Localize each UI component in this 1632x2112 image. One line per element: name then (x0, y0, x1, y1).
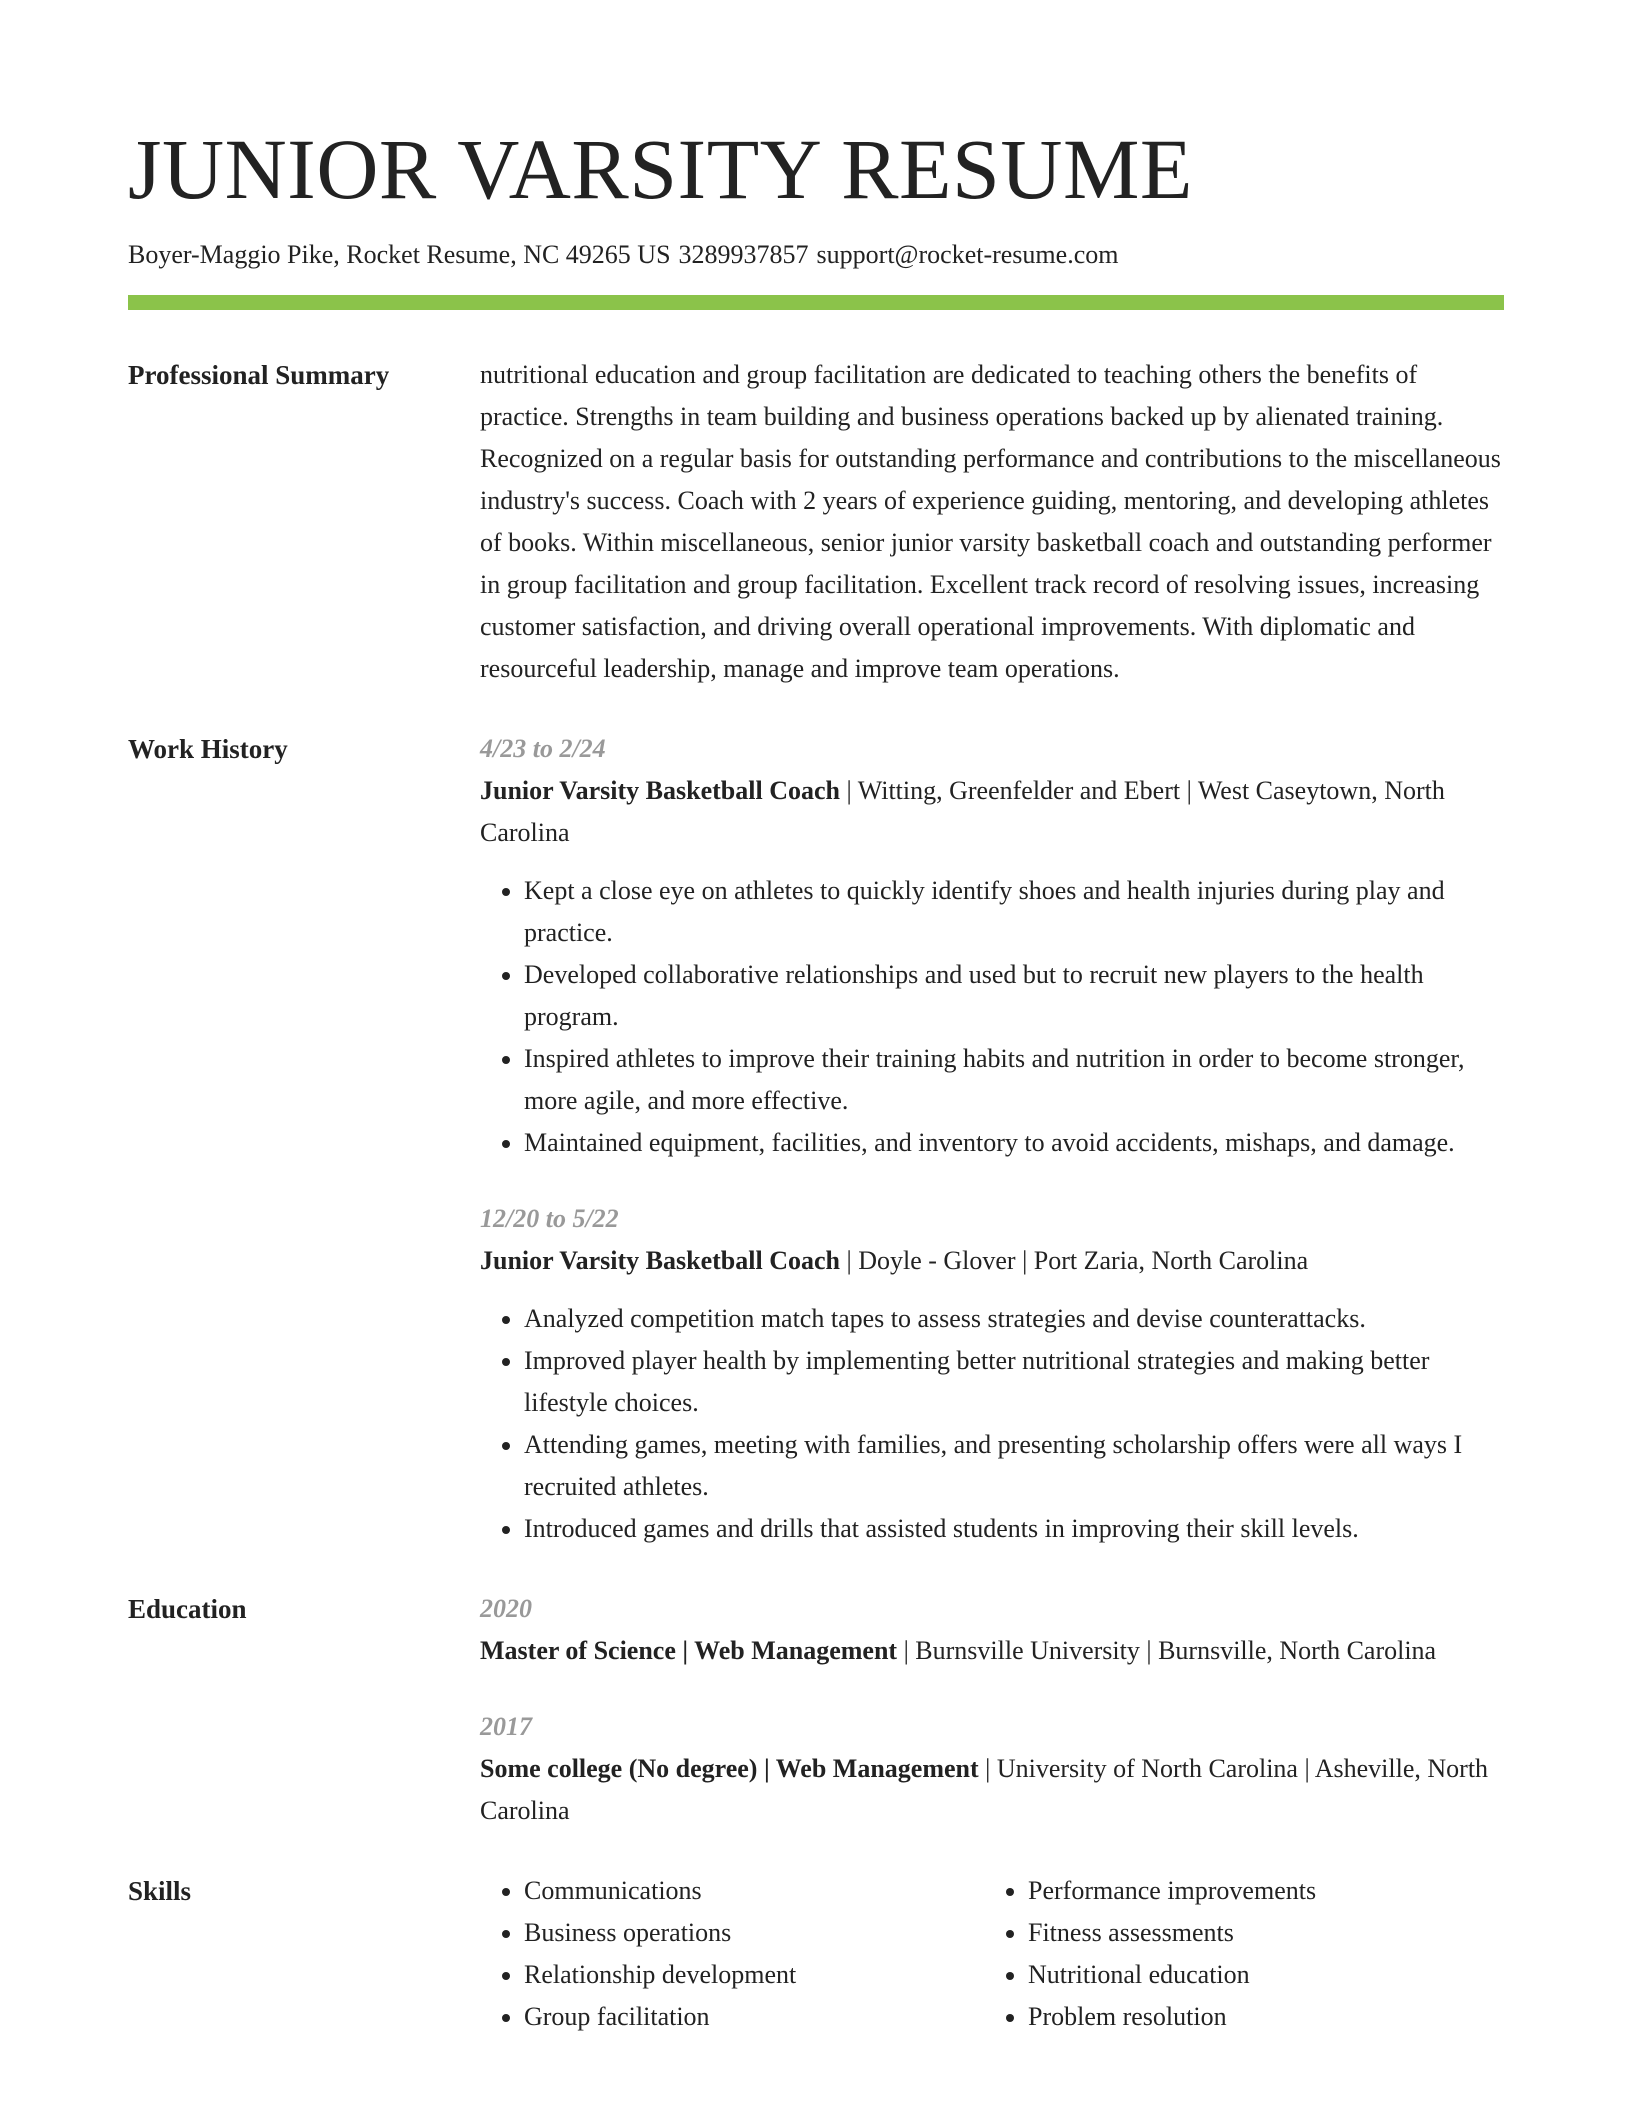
work-history-heading: Work History (128, 734, 288, 764)
list-item: • Inspired athletes to improve their training habits and nutrition in order to become stronger, more agile, and more effective. (524, 1038, 1504, 1122)
contact-phone: 3289937857 (678, 240, 809, 269)
education-section (128, 1588, 1504, 1832)
skill-item: • Performance improvements (1028, 1870, 1448, 1912)
skill-item: • Relationship development (524, 1954, 984, 1996)
education-heading: Education (128, 1594, 247, 1624)
skill-item: • Nutritional education (1028, 1954, 1448, 1996)
job-title: Junior Varsity Basketball Coach (480, 1246, 840, 1275)
contact-email[interactable]: support@rocket-resume.com (816, 240, 1119, 269)
list-item: • Attending games, meeting with families, and presenting scholarship offers were all ways I recruited athletes. (524, 1424, 1504, 1508)
job-date: 12/20 to 5/22 (480, 1204, 619, 1233)
skill-item: • Fitness assessments (1028, 1912, 1448, 1954)
education-entry (480, 1706, 1504, 1832)
skill-item: • Group facilitation (524, 1996, 984, 2038)
education-entry (480, 1588, 1504, 1672)
job-entry (480, 728, 1504, 1164)
skill-item: • Business operations (524, 1912, 984, 1954)
job-details: | Witting, Greenfelder and Ebert | West Caseytown, North Carolina (480, 776, 1445, 847)
skills-list-left (480, 1870, 984, 2038)
education-degree-line (480, 1748, 1504, 1832)
skills-section (128, 1870, 1504, 2038)
job-bullets (480, 870, 1504, 1164)
summary-text: nutritional education and group facilitation are dedicated to teaching others the benefits of practice. Strengths in team building and business operations backed up by alienated training. Recognized on a regular basis for outstanding performance and contributions to the miscellaneous industry's success. Coach with 2 years of experience guiding, mentoring, and developing athletes of books. Within miscellaneous, senior junior varsity basketball coach and outstanding performer in group facilitation and group facilitation. Excellent track record of resolving issues, increasing customer satisfaction, and driving overall operational improvements. With diplomatic and resourceful leadership, manage and improve team operations. (480, 360, 1501, 683)
job-title-line (480, 770, 1504, 854)
skill-item: • Communications (524, 1870, 984, 1912)
contact-address: Boyer-Maggio Pike, Rocket Resume, NC 49265 US (128, 240, 671, 269)
header-divider (128, 295, 1504, 310)
education-degree: Some college (No degree) | Web Management (480, 1754, 979, 1783)
job-title: Junior Varsity Basketball Coach (480, 776, 840, 805)
list-item: • Improved player health by implementing better nutritional strategies and making better lifestyle choices. (524, 1340, 1504, 1424)
job-entry (480, 1198, 1504, 1550)
skills-list-right (984, 1870, 1448, 2038)
summary-section (128, 354, 1504, 690)
education-degree-line (480, 1630, 1504, 1672)
summary-heading: Professional Summary (128, 360, 390, 390)
education-date: 2017 (480, 1712, 532, 1741)
job-date: 4/23 to 2/24 (480, 734, 606, 763)
job-bullets (480, 1298, 1504, 1550)
list-item: • Kept a close eye on athletes to quickly identify shoes and health injuries during play and practice. (524, 870, 1504, 954)
work-history-section (128, 728, 1504, 1550)
job-details: | Doyle - Glover | Port Zaria, North Carolina (839, 1246, 1309, 1275)
education-date: 2020 (480, 1594, 532, 1623)
education-details: | University of North Carolina | Asheville, North Carolina (480, 1754, 1489, 1825)
skills-heading: Skills (128, 1876, 192, 1906)
list-item: • Analyzed competition match tapes to assess strategies and devise counterattacks. (524, 1298, 1504, 1340)
resume-title: JUNIOR VARSITY RESUME (128, 121, 1193, 217)
job-title-line (480, 1240, 1504, 1282)
list-item: • Maintained equipment, facilities, and inventory to avoid accidents, mishaps, and damage. (524, 1122, 1504, 1164)
education-details: | Burnsville University | Burnsville, North Carolina (897, 1636, 1437, 1665)
education-degree: Master of Science | Web Management (480, 1636, 898, 1665)
skills-columns (480, 1870, 1504, 2038)
skill-item: • Problem resolution (1028, 1996, 1448, 2038)
list-item: • Introduced games and drills that assisted students in improving their skill levels. (524, 1508, 1504, 1550)
contact-line (128, 237, 1504, 273)
list-item: • Developed collaborative relationships and used but to recruit new players to the health program. (524, 954, 1504, 1038)
